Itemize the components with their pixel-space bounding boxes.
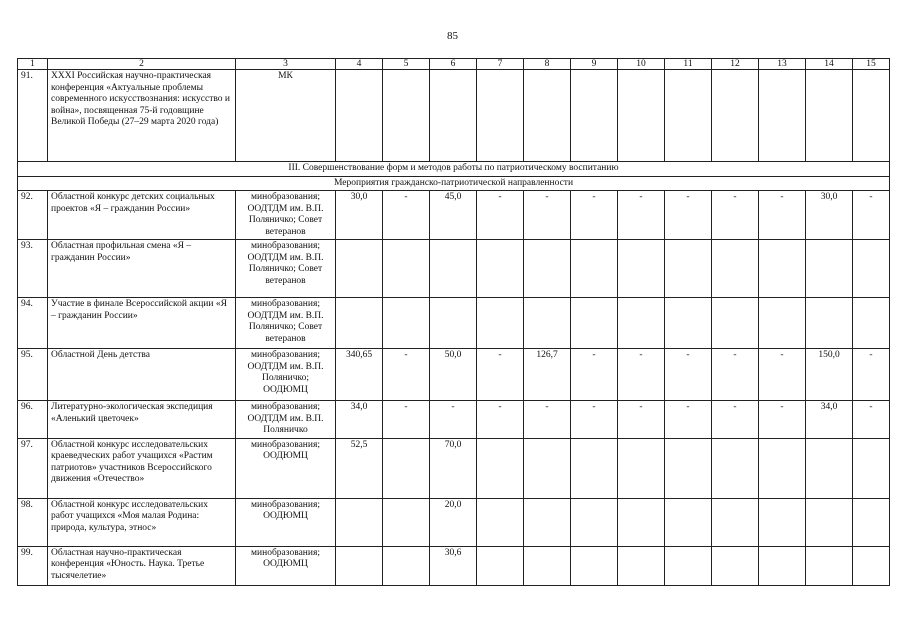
value-cell: [524, 498, 571, 546]
value-cell: [524, 298, 571, 349]
value-cell: [618, 438, 665, 498]
value-cell: [524, 546, 571, 585]
plan-table: [17, 58, 890, 586]
value-cell: [524, 438, 571, 498]
value-cell: [759, 70, 806, 162]
value-cell: [477, 298, 524, 349]
value-cell: [571, 438, 618, 498]
value-cell: -: [430, 401, 477, 439]
value-cell: [712, 298, 759, 349]
value-cell: [571, 240, 618, 298]
value-cell: -: [383, 191, 430, 240]
executor: минобразования; ООДЮМЦ: [236, 546, 336, 585]
value-cell: -: [759, 191, 806, 240]
value-cell: [618, 298, 665, 349]
value-cell: -: [524, 401, 571, 439]
value-cell: [759, 498, 806, 546]
value-cell: [759, 438, 806, 498]
value-cell: 34,0: [806, 401, 853, 439]
header-row: [18, 59, 890, 70]
value-cell: [618, 240, 665, 298]
header-cell: 12: [712, 59, 759, 70]
executor: минобразования; ООДЮМЦ: [236, 498, 336, 546]
executor: МК: [236, 70, 336, 162]
value-cell: [712, 70, 759, 162]
value-cell: 52,5: [336, 438, 383, 498]
value-cell: -: [665, 191, 712, 240]
header-cell: 13: [759, 59, 806, 70]
event-name: Областной конкурс исследовательских работ учащихся «Моя малая Родина: природа, культура, этнос»: [48, 498, 236, 546]
value-cell: [853, 438, 890, 498]
value-cell: [618, 70, 665, 162]
value-cell: [618, 498, 665, 546]
value-cell: [618, 546, 665, 585]
value-cell: [806, 70, 853, 162]
table-row: [18, 498, 890, 546]
value-cell: [430, 298, 477, 349]
value-cell: [712, 438, 759, 498]
event-name: Областная научно-практическая конференция «Юность. Наука. Третье тысячелетие»: [48, 546, 236, 585]
value-cell: -: [571, 191, 618, 240]
subsection-title: Мероприятия гражданско-патриотической направленности: [18, 176, 890, 191]
value-cell: [383, 438, 430, 498]
row-number: 97.: [18, 438, 48, 498]
value-cell: [806, 546, 853, 585]
value-cell: [477, 70, 524, 162]
value-cell: 70,0: [430, 438, 477, 498]
executor: минобразования; ООДТДМ им. В.П. Поляничко; Совет ветеранов: [236, 191, 336, 240]
header-cell: 10: [618, 59, 665, 70]
value-cell: -: [665, 349, 712, 401]
value-cell: 34,0: [336, 401, 383, 439]
table-row: [18, 70, 890, 162]
section-title: III. Совершенствование форм и методов работы по патриотическому воспитанию: [18, 162, 890, 177]
value-cell: -: [618, 191, 665, 240]
executor: минобразования; ООДТДМ им. В.П. Поляничко; Совет ветеранов: [236, 298, 336, 349]
table-row: [18, 191, 890, 240]
value-cell: -: [618, 349, 665, 401]
value-cell: 30,0: [336, 191, 383, 240]
header-cell: 6: [430, 59, 477, 70]
header-cell: 5: [383, 59, 430, 70]
value-cell: [665, 498, 712, 546]
value-cell: [336, 546, 383, 585]
value-cell: -: [712, 191, 759, 240]
table-row: [18, 438, 890, 498]
value-cell: [383, 70, 430, 162]
event-name: XXXI Российская научно-практическая конференция «Актуальные проблемы современного искусствознания: искусство и война», посвященная 75-й годовщине Великой Победы (27–29 марта 2020 года): [48, 70, 236, 162]
page-number: 85: [447, 30, 458, 42]
value-cell: 45,0: [430, 191, 477, 240]
value-cell: [477, 546, 524, 585]
value-cell: -: [383, 349, 430, 401]
value-cell: -: [853, 349, 890, 401]
value-cell: [524, 70, 571, 162]
value-cell: [571, 298, 618, 349]
value-cell: [806, 498, 853, 546]
header-cell: 1: [18, 59, 48, 70]
row-number: 94.: [18, 298, 48, 349]
executor: минобразования; ООДТДМ им. В.П. Поляничко: [236, 401, 336, 439]
value-cell: -: [712, 401, 759, 439]
row-number: 96.: [18, 401, 48, 439]
value-cell: [665, 438, 712, 498]
header-cell: 2: [48, 59, 236, 70]
value-cell: [712, 498, 759, 546]
event-name: Участие в финале Всероссийской акции «Я – гражданин России»: [48, 298, 236, 349]
value-cell: [853, 546, 890, 585]
value-cell: [853, 70, 890, 162]
header-cell: 4: [336, 59, 383, 70]
event-name: Областной День детства: [48, 349, 236, 401]
value-cell: [477, 438, 524, 498]
value-cell: -: [712, 349, 759, 401]
value-cell: -: [853, 401, 890, 439]
value-cell: [383, 546, 430, 585]
value-cell: [665, 298, 712, 349]
value-cell: 150,0: [806, 349, 853, 401]
table-row: [18, 298, 890, 349]
value-cell: [712, 546, 759, 585]
header-cell: 7: [477, 59, 524, 70]
value-cell: -: [477, 191, 524, 240]
value-cell: [524, 240, 571, 298]
event-name: Областной конкурс исследовательских краеведческих работ учащихся «Растим патриотов» участников Всероссийского движения «Отечество»: [48, 438, 236, 498]
header-cell: 3: [236, 59, 336, 70]
value-cell: -: [759, 401, 806, 439]
value-cell: [806, 298, 853, 349]
event-name: Областная профильная смена «Я – гражданин России»: [48, 240, 236, 298]
table-row: [18, 240, 890, 298]
value-cell: [477, 240, 524, 298]
header-cell: 9: [571, 59, 618, 70]
value-cell: [571, 70, 618, 162]
value-cell: [759, 240, 806, 298]
value-cell: 50,0: [430, 349, 477, 401]
value-cell: [853, 498, 890, 546]
value-cell: [383, 298, 430, 349]
row-number: 95.: [18, 349, 48, 401]
value-cell: [806, 240, 853, 298]
table-body: [18, 59, 890, 586]
value-cell: [336, 298, 383, 349]
table-row: [18, 546, 890, 585]
table-row: [18, 349, 890, 401]
value-cell: -: [853, 191, 890, 240]
header-cell: 8: [524, 59, 571, 70]
executor: минобразования; ООДТДМ им. В.П. Поляничко; ООДЮМЦ: [236, 349, 336, 401]
value-cell: 20,0: [430, 498, 477, 546]
row-number: 98.: [18, 498, 48, 546]
value-cell: -: [383, 401, 430, 439]
value-cell: -: [571, 401, 618, 439]
value-cell: [383, 240, 430, 298]
value-cell: [853, 298, 890, 349]
value-cell: [430, 240, 477, 298]
value-cell: [712, 240, 759, 298]
row-number: 93.: [18, 240, 48, 298]
value-cell: [665, 546, 712, 585]
value-cell: [665, 240, 712, 298]
row-number: 99.: [18, 546, 48, 585]
row-number: 92.: [18, 191, 48, 240]
value-cell: -: [618, 401, 665, 439]
value-cell: [806, 438, 853, 498]
executor: минобразования; ООДЮМЦ: [236, 438, 336, 498]
value-cell: [336, 70, 383, 162]
value-cell: [853, 240, 890, 298]
value-cell: [759, 546, 806, 585]
section-title-row: [18, 162, 890, 177]
row-number: 91.: [18, 70, 48, 162]
value-cell: 30,0: [806, 191, 853, 240]
header-cell: 14: [806, 59, 853, 70]
value-cell: [571, 546, 618, 585]
value-cell: 126,7: [524, 349, 571, 401]
value-cell: -: [477, 349, 524, 401]
table-row: [18, 401, 890, 439]
executor: минобразования; ООДТДМ им. В.П. Поляничко; Совет ветеранов: [236, 240, 336, 298]
value-cell: [665, 70, 712, 162]
event-name: Литературно-экологическая экспедиция «Аленький цветочек»: [48, 401, 236, 439]
value-cell: [477, 498, 524, 546]
value-cell: [336, 498, 383, 546]
value-cell: 30,6: [430, 546, 477, 585]
value-cell: -: [571, 349, 618, 401]
value-cell: -: [524, 191, 571, 240]
header-cell: 11: [665, 59, 712, 70]
value-cell: -: [665, 401, 712, 439]
value-cell: -: [759, 349, 806, 401]
value-cell: -: [477, 401, 524, 439]
header-cell: 15: [853, 59, 890, 70]
value-cell: [336, 240, 383, 298]
event-name: Областной конкурс детских социальных проектов «Я – гражданин России»: [48, 191, 236, 240]
value-cell: [759, 298, 806, 349]
value-cell: 340,65: [336, 349, 383, 401]
value-cell: [571, 498, 618, 546]
subsection-title-row: [18, 176, 890, 191]
value-cell: [430, 70, 477, 162]
value-cell: [383, 498, 430, 546]
